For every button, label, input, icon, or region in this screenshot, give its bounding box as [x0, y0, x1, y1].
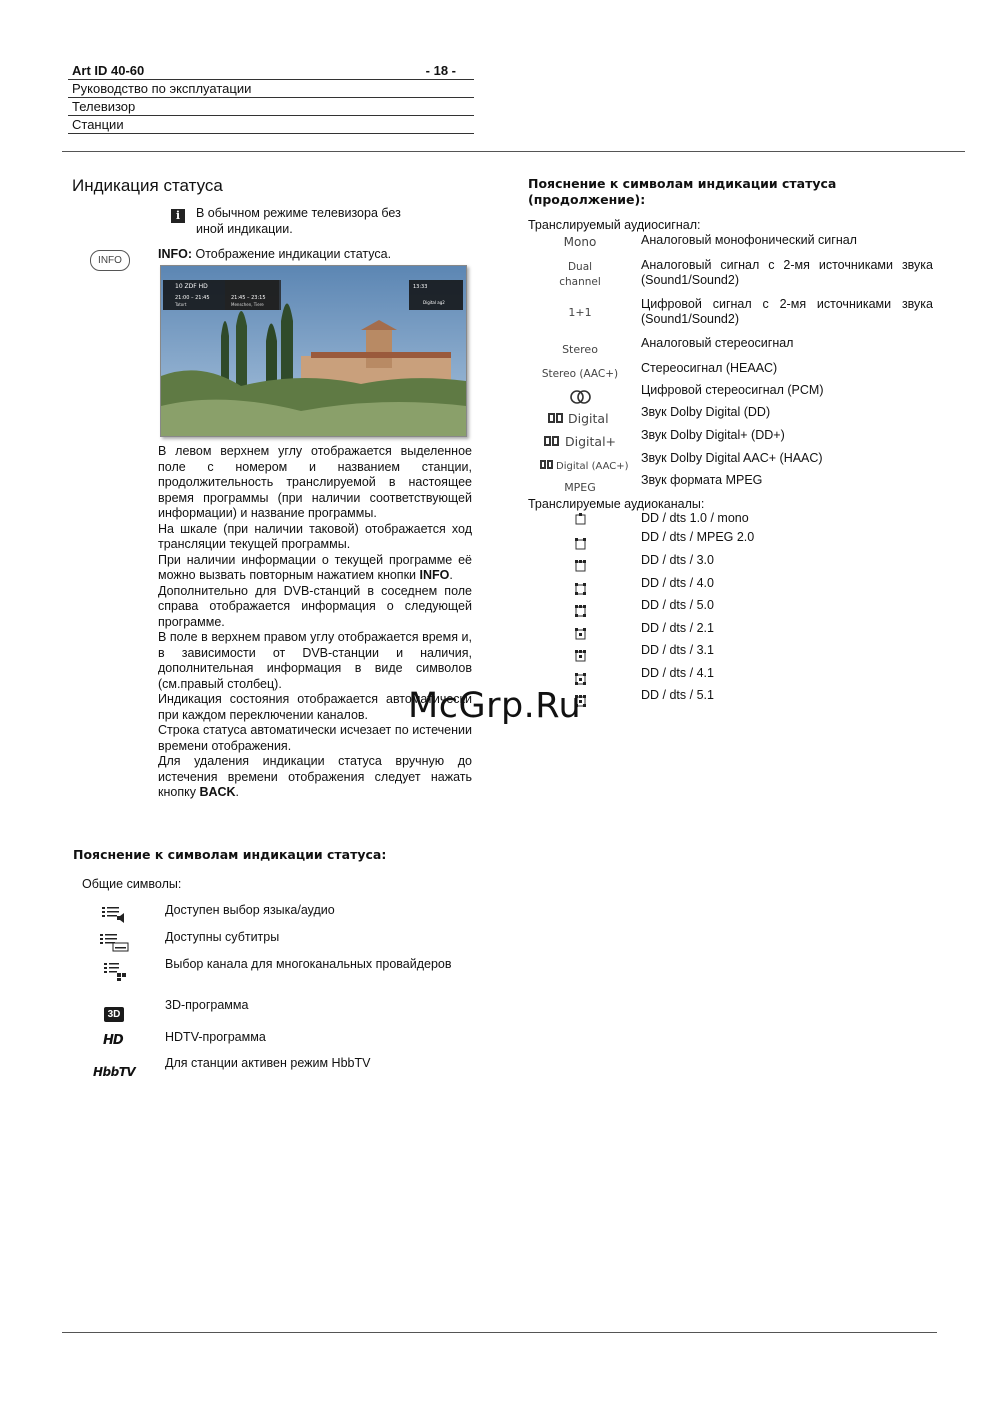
audio-symbol-stereo-aac: Stereo (AAC+) [541, 368, 619, 380]
header-divider [62, 151, 965, 152]
audio-signal-text: Цифровой стереосигнал (PCM) [641, 383, 824, 397]
dolby-digital-icon [548, 411, 628, 430]
audio-signal-text: Аналоговый монофонический сигнал [641, 233, 857, 247]
dolby-digital-plus-icon [544, 434, 624, 453]
audio-symbol-1plus1: 1+1 [568, 306, 592, 319]
page-number: - 18 - [425, 63, 456, 78]
paragraph: При наличии информации о текущей программе её можно вызвать повторным нажатием кнопки INFO. [158, 552, 472, 582]
audio-channel-text: DD / dts / 5.1 [641, 688, 714, 702]
audio-channel-text: DD / dts / 3.0 [641, 553, 714, 567]
channel-3-1-icon [574, 649, 588, 663]
audio-channel-text: DD / dts / 2.1 [641, 621, 714, 635]
hd-icon: HD [103, 1033, 123, 1048]
audio-signal-text: Аналоговый сигнал с 2-мя источниками звука (Sound1/Sound2) [641, 258, 933, 287]
paragraph: Строка статуса автоматически исчезает по истечении времени отображения. [158, 723, 472, 753]
info-icon: i [171, 209, 185, 223]
tv-next-program: Menschen, Tiere [231, 302, 264, 307]
tv-program: Tatort [175, 302, 187, 307]
header-manual: Руководство по эксплуатации [68, 80, 474, 98]
subtitles-icon [98, 931, 130, 956]
audio-channel-text: DD / dts / 4.0 [641, 576, 714, 590]
watermark: McGrp.Ru [408, 686, 582, 726]
audio-language-icon [100, 904, 126, 927]
tv-screenshot [160, 265, 467, 437]
channel-2-1-icon [574, 627, 588, 641]
header-art-id-row [68, 62, 474, 80]
audio-signal-text: Аналоговый стереосигнал [641, 336, 794, 350]
channel-2-0-icon [574, 537, 588, 551]
audio-signal-text: Цифровой сигнал с 2-мя источниками звука (Sound1/Sound2) [641, 297, 933, 326]
normal-mode-text: В обычном режиме телевизора без иной индикации. [196, 206, 401, 236]
general-symbol-text: Доступны субтитры [165, 930, 280, 944]
svg-text:Digital+: Digital+ [565, 434, 617, 449]
paragraph: Индикация состояния отображается автоматически при каждом переключении каналов. [158, 692, 472, 722]
paragraph: В левом верхнем углу отображается выделенное поле с номером и названием станции, продолжительность транслируемой в настоящее время программы (при наличии соответствующей информации) и название программы. [158, 444, 472, 520]
header-section: Телевизор [68, 98, 474, 116]
paragraph: Дополнительно для DVB-станций в соседнем поле справа отображается информация о следующей программе. [158, 583, 472, 629]
legend-title: Пояснение к символам индикации статуса: [73, 847, 387, 862]
tv-time-range: 21:00 – 21:45 [175, 295, 210, 301]
right-legend-title: Пояснение к символам индикации статуса (продолжение): [528, 176, 837, 207]
channel-1-0-icon [574, 512, 588, 526]
footer-divider [62, 1332, 937, 1333]
audio-signal-text: Звук формата MPEG [641, 473, 763, 487]
audio-channel-text: DD / dts / 5.0 [641, 598, 714, 612]
audio-channel-text: DD / dts / 3.1 [641, 643, 714, 657]
audio-channel-text: DD / dts / MPEG 2.0 [641, 530, 755, 544]
audio-signal-text: Звук Dolby Digital AAC+ (HAAC) [641, 451, 823, 465]
audio-channel-text: DD / dts / 4.1 [641, 666, 714, 680]
general-symbol-text: Для станции активен режим HbbTV [165, 1056, 371, 1070]
3d-icon: 3D [104, 1007, 124, 1022]
paragraph: Для удаления индикации статуса вручную до истечения времени отображения следует нажать кнопку BACK. [158, 754, 472, 799]
dolby-digital-aac-icon [540, 458, 630, 477]
audio-channel-text: DD / dts 1.0 / mono [641, 511, 749, 525]
audio-symbol-dual: Dual channel [559, 261, 601, 288]
audio-channels-label: Транслируемые аудиоканалы: [528, 497, 705, 511]
general-symbol-text: Выбор канала для многоканальных провайдеров [165, 957, 452, 971]
channel-4-1-icon [574, 672, 588, 686]
audio-signal-text: Звук Dolby Digital+ (DD+) [641, 428, 785, 442]
info-key-icon: INFO [90, 250, 130, 271]
channel-5-0-icon [574, 604, 588, 618]
general-symbol-text: Доступен выбор языка/аудио [165, 903, 335, 917]
tv-channel: 10 ZDF HD [175, 283, 208, 290]
tv-clock: 13:33 [413, 284, 428, 290]
channel-3-0-icon [574, 559, 588, 573]
general-symbol-text: HDTV-программа [165, 1030, 266, 1044]
church-tower [366, 328, 392, 368]
audio-symbol-mono: Mono [563, 235, 597, 249]
svg-text:Digital: Digital [568, 411, 609, 426]
svg-text:Digital (AAC+): Digital (AAC+) [556, 461, 629, 472]
tv-next-range: 21:45 – 23:15 [231, 295, 266, 301]
channel-4-0-icon [574, 582, 588, 596]
body-text [158, 444, 472, 801]
header-subsection: Станции [68, 116, 474, 134]
general-symbol-text: 3D-программа [165, 998, 249, 1012]
info-label: INFO: [158, 247, 193, 261]
hbbtv-icon: HbbTV [93, 1065, 136, 1079]
audio-symbol-mpeg: MPEG [564, 481, 596, 494]
audio-signal-label: Транслируемый аудиосигнал: [528, 218, 701, 232]
audio-signal-text: Стереосигнал (HEAAC) [641, 361, 778, 375]
tv-scene [161, 266, 466, 436]
section-title: Индикация статуса [72, 176, 223, 195]
multichannel-provider-icon [102, 960, 128, 985]
audio-signal-text: Звук Dolby Digital (DD) [641, 405, 771, 419]
info-line [158, 247, 391, 262]
paragraph: На шкале (при наличии таковой) отображается ход трансляции текущей программы. [158, 521, 472, 551]
pcm-stereo-icon [570, 389, 592, 408]
paragraph: В поле в верхнем правом углу отображается время и, в зависимости от DVB-станции и наличия, дополнительная информация в виде символов (см.правый столбец). [158, 630, 472, 691]
tv-audio: Digital ag2 [423, 300, 445, 305]
info-text: Отображение индикации статуса. [192, 247, 392, 261]
general-symbols-label: Общие символы: [82, 877, 182, 891]
art-id: Art ID 40-60 [72, 63, 145, 78]
audio-symbol-stereo: Stereo [562, 343, 598, 356]
